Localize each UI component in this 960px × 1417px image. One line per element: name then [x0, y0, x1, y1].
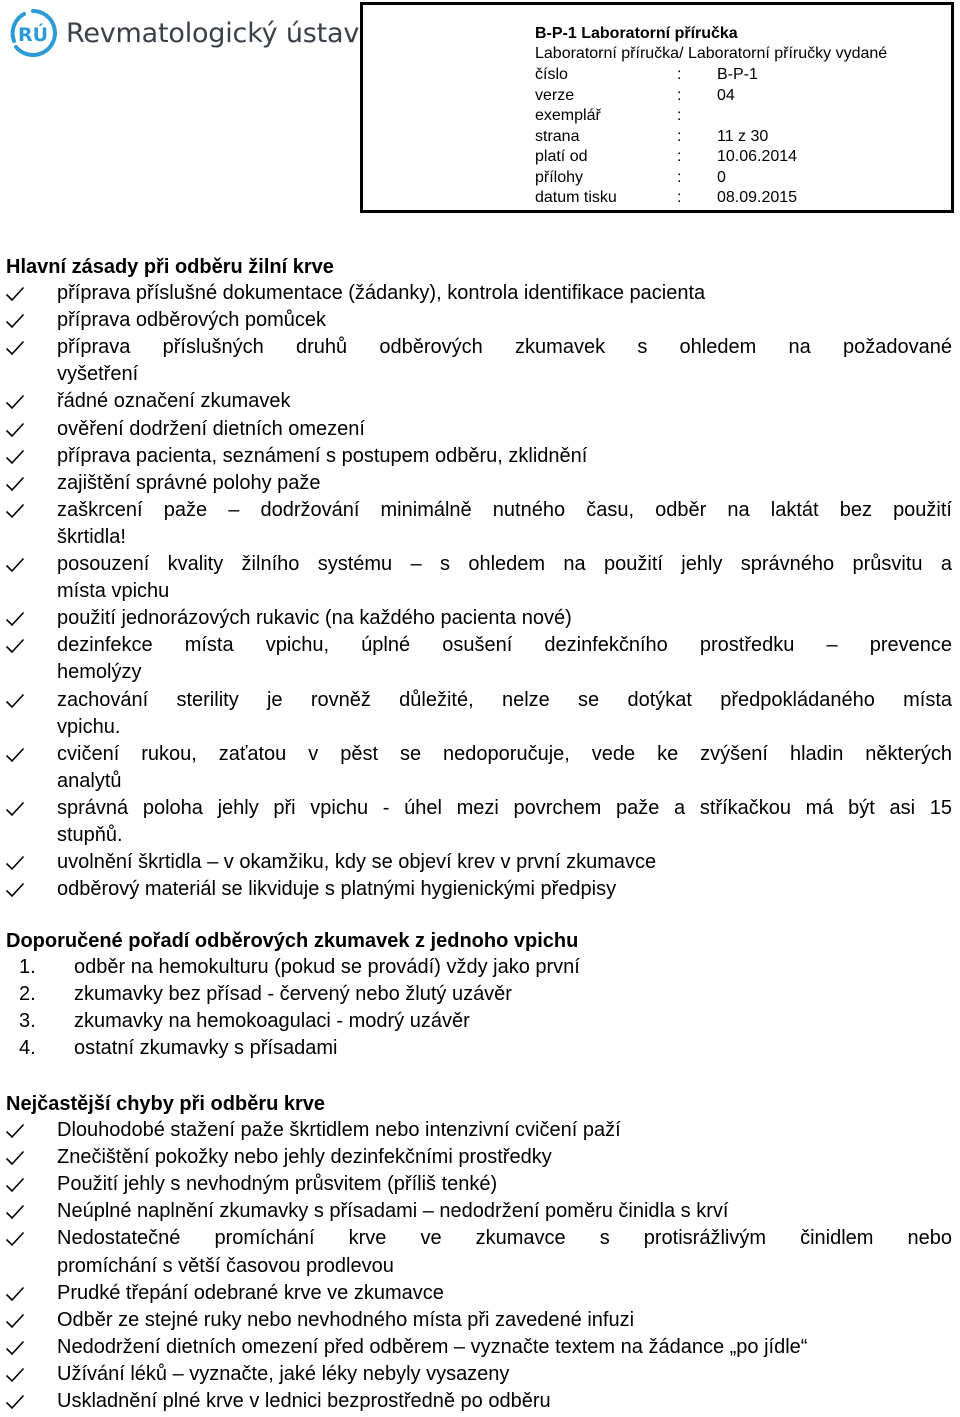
- info-row: [535, 128, 768, 146]
- document-title: B-P-1 Laboratorní příručka: [535, 25, 738, 42]
- common-errors-item-line: Znečištění pokožky nebo jehly dezinfekčními prostředky: [57, 1146, 552, 1169]
- checkmark-icon: [5, 286, 25, 302]
- info-key: číslo: [535, 66, 568, 83]
- checkmark-icon: [5, 1231, 25, 1247]
- common-errors-item-line: Uskladnění plné krve v lednici bezprostředně po odběru: [57, 1390, 551, 1412]
- sampling-principles-item-line: příprava příslušné dokumentace (žádanky), kontrola identifikace pacienta: [57, 282, 706, 304]
- common-errors-item-line: promíchání s větší časovou prodlevou: [57, 1254, 394, 1277]
- sampling-principles-item-line: dezinfekce místa vpichu, úplné osušení dezinfekčního prostředku – prevence: [57, 634, 952, 657]
- info-colon: :: [677, 127, 682, 145]
- sampling-principles-item-line: vpichu.: [57, 715, 121, 738]
- checkmark-icon: [5, 422, 25, 438]
- info-colon: :: [677, 107, 682, 124]
- sampling-principles-item-line: příprava odběrových pomůcek: [57, 309, 327, 332]
- tube-order-number: 2.: [19, 983, 36, 1006]
- info-value: 0: [717, 168, 726, 186]
- checkmark-icon: [5, 557, 25, 573]
- sampling-principles-item-line: použití jednorázových rukavic (na každého pacienta nové): [57, 607, 572, 630]
- info-key: datum tisku: [535, 189, 617, 206]
- institute-logo: [8, 8, 359, 58]
- sampling-principles-item-line: řádné označení zkumavek: [57, 390, 291, 413]
- sampling-principles-item-line: škrtidla!: [57, 525, 126, 548]
- sampling-principles-item-line: zachování sterility je rovněž důležité, nelze se dotýkat předpokládaného místa: [57, 688, 952, 711]
- checkmark-icon: [5, 801, 25, 817]
- common-errors-item-line: Odběr ze stejné ruky nebo nevhodného místa při zavedené infuzi: [57, 1308, 635, 1331]
- tube-order-number: 4.: [19, 1037, 36, 1060]
- checkmark-icon: [5, 1204, 25, 1220]
- info-colon: :: [677, 189, 682, 206]
- info-colon: :: [677, 66, 682, 83]
- logo-mark-icon: [8, 8, 58, 58]
- sampling-principles-item-line: posouzení kvality žilního systému – s ohledem na použití jehly správného průsvitu a: [57, 553, 952, 575]
- info-row: [535, 87, 735, 105]
- info-value: 11 z 30: [717, 127, 769, 145]
- info-row: [535, 148, 797, 166]
- checkmark-icon: [5, 638, 25, 654]
- sampling-principles-item-line: ověření dodržení dietních omezení: [57, 417, 365, 440]
- common-errors-item-line: Neúplné naplnění zkumavky s přísadami – nedodržení poměru činidla s krví: [57, 1200, 729, 1223]
- info-colon: :: [677, 168, 682, 186]
- sampling-principles-item-line: zajištění správné polohy paže: [57, 471, 321, 494]
- tube-order-number: 1.: [19, 956, 36, 978]
- checkmark-icon: [5, 503, 25, 519]
- tube-order-item: zkumavky bez přísad - červený nebo žlutý uzávěr: [74, 983, 512, 1006]
- common-errors-item-line: Užívání léků – vyznačte, jaké léky nebyly vysazeny: [57, 1362, 510, 1385]
- sampling-principles-item-line: místa vpichu: [57, 580, 170, 603]
- checkmark-icon: [5, 1150, 25, 1166]
- logo-text: Revmatologický ústav: [66, 17, 360, 49]
- checkmark-icon: [5, 394, 25, 410]
- info-key: strana: [535, 127, 580, 145]
- sampling-principles-item-line: správná poloha jehly při vpichu - úhel mezi povrchem paže a stříkačkou má být asi 15: [57, 796, 952, 819]
- checkmark-icon: [5, 449, 25, 465]
- info-key: exemplář: [535, 107, 601, 124]
- sampling-principles-item-line: uvolnění škrtidla – v okamžiku, kdy se objeví krev v první zkumavce: [57, 851, 657, 874]
- info-value: B-P-1: [717, 66, 758, 83]
- checkmark-icon: [5, 855, 25, 871]
- tube-order-title: Doporučené pořadí odběrových zkumavek z jednoho vpichu: [6, 930, 579, 952]
- info-value: 08.09.2015: [717, 189, 798, 206]
- tube-order-item: odběr na hemokulturu (pokud se provádí) vždy jako první: [74, 956, 580, 978]
- common-errors-item-line: Použití jehly s nevhodným průsvitem (příliš tenké): [57, 1173, 498, 1196]
- common-errors-item-line: Prudké třepání odebrané krve ve zkumavce: [57, 1281, 444, 1304]
- checkmark-icon: [5, 476, 25, 492]
- common-errors-item-line: Dlouhodobé stažení paže škrtidlem nebo intenzivní cvičení paží: [57, 1119, 621, 1141]
- common-errors-item-line: Nedodržení dietních omezení před odběrem – vyznačte textem na žádance „po jídle“: [57, 1335, 808, 1358]
- info-colon: :: [677, 86, 682, 104]
- checkmark-icon: [5, 693, 25, 709]
- logo-mark-text: RÚ: [17, 24, 49, 46]
- tube-order-item: ostatní zkumavky s přísadami: [74, 1037, 338, 1060]
- sampling-principles-item-line: cvičení rukou, zaťatou v pěst se nedoporučuje, vede ke zvýšení hladin některých: [57, 742, 952, 765]
- checkmark-icon: [5, 1394, 25, 1410]
- sampling-principles-item-line: zaškrcení paže – dodržování minimálně nutného času, odběr na laktát bez použití: [57, 498, 952, 521]
- sampling-principles-title: Hlavní zásady při odběru žilní krve: [6, 256, 334, 278]
- checkmark-icon: [5, 1313, 25, 1329]
- info-value: 10.06.2014: [717, 148, 798, 165]
- checkmark-icon: [5, 611, 25, 627]
- sampling-principles-item-line: vyšetření: [57, 363, 139, 386]
- checkmark-icon: [5, 1123, 25, 1139]
- checkmark-icon: [5, 1177, 25, 1193]
- checkmark-icon: [5, 747, 25, 763]
- checkmark-icon: [5, 340, 25, 356]
- common-errors-title: Nejčastější chyby při odběru krve: [6, 1093, 326, 1115]
- sampling-principles-item-line: příprava příslušných druhů odběrových zkumavek s ohledem na požadované: [57, 336, 952, 359]
- info-value: 04: [717, 86, 735, 104]
- checkmark-icon: [5, 882, 25, 898]
- checkmark-icon: [5, 1367, 25, 1383]
- info-row: [535, 66, 758, 84]
- document-info-box: [360, 2, 954, 213]
- info-colon: :: [677, 148, 682, 165]
- info-key: přílohy: [535, 168, 584, 186]
- info-key: verze: [535, 86, 575, 104]
- sampling-principles-item-line: odběrový materiál se likviduje s platnými hygienickými předpisy: [57, 878, 617, 901]
- tube-order-item: zkumavky na hemokoagulaci - modrý uzávěr: [74, 1010, 470, 1033]
- info-row: [535, 107, 717, 125]
- tube-order-number: 3.: [19, 1010, 36, 1033]
- sampling-principles-item-line: příprava pacienta, seznámení s postupem odběru, zklidnění: [57, 444, 588, 467]
- sampling-principles-item-line: analytů: [57, 769, 122, 792]
- checkmark-icon: [5, 313, 25, 329]
- sampling-principles-item-line: stupňů.: [57, 824, 123, 846]
- checkmark-icon: [5, 1286, 25, 1302]
- info-row: [535, 169, 726, 187]
- common-errors-item-line: Nedostatečné promíchání krve ve zkumavce s protisrážlivým činidlem nebo: [57, 1227, 952, 1250]
- info-row: [535, 189, 797, 207]
- checkmark-icon: [5, 1340, 25, 1356]
- sampling-principles-item-line: hemolýzy: [57, 661, 142, 684]
- document-subtitle: Laboratorní příručka/ Laboratorní příručky vydané: [535, 45, 888, 62]
- info-key: platí od: [535, 148, 588, 165]
